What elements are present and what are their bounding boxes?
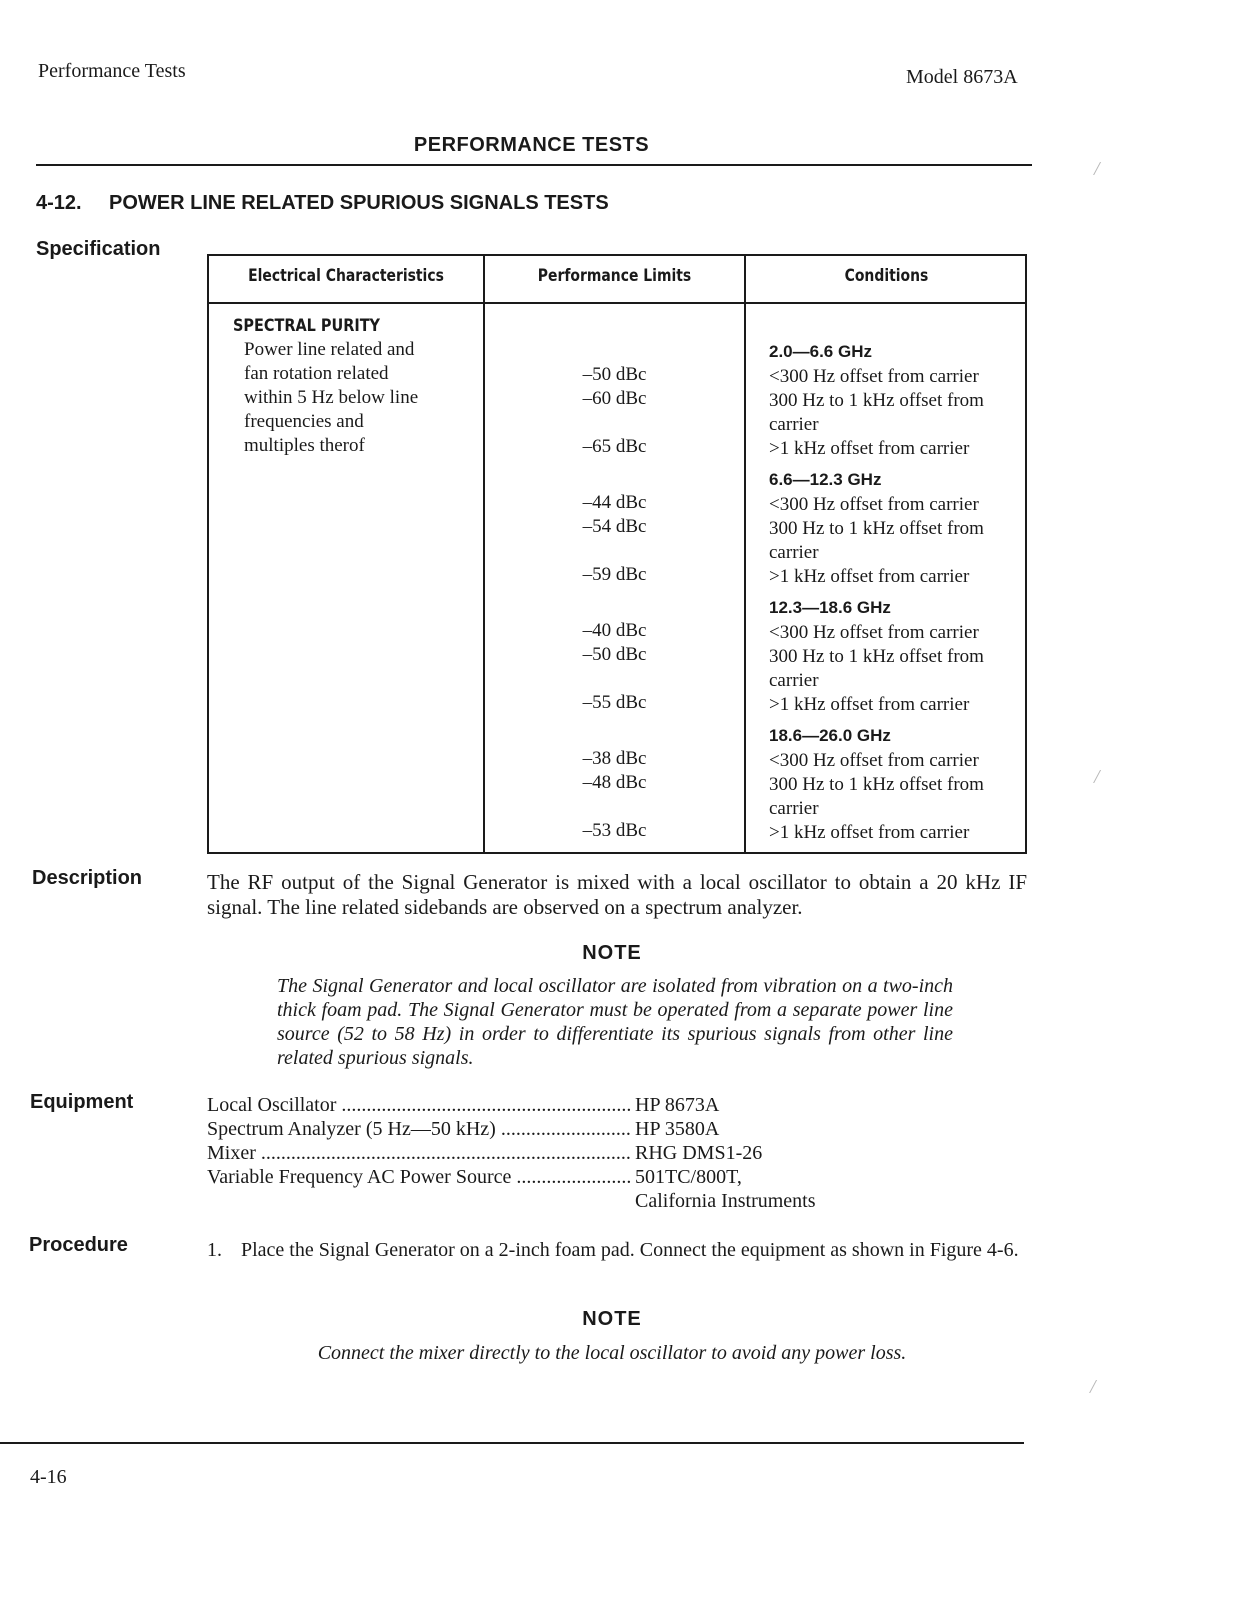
performance-limit: –40 dBc xyxy=(582,620,647,641)
condition-line: <300 Hz offset from carrier xyxy=(769,750,979,771)
page-number: 4-16 xyxy=(30,1466,67,1488)
condition-line: 300 Hz to 1 kHz offset from xyxy=(769,774,984,795)
performance-limit: –44 dBc xyxy=(582,492,647,513)
note-text: The Signal Generator and local oscillator are isolated from vibration on a two-inch thick foam pad. The Signal Generator must be operated from a separate power line source (52 to 58 Hz) in order to differentiate its spurious signals from other line related spurious signals. xyxy=(277,975,953,1069)
condition-line: <300 Hz offset from carrier xyxy=(769,366,979,387)
performance-limit: –60 dBc xyxy=(582,388,647,409)
margin-mark: / xyxy=(1094,158,1100,180)
condition-line: 300 Hz to 1 kHz offset from xyxy=(769,518,984,539)
equipment-item xyxy=(207,1117,927,1141)
table-header-rule xyxy=(209,302,1025,304)
performance-limit: –54 dBc xyxy=(582,516,647,537)
running-header-left: Performance Tests xyxy=(38,60,186,82)
characteristic-cell xyxy=(233,314,473,458)
equipment-name: Local Oscillator ..... xyxy=(207,1093,631,1117)
bottom-rule xyxy=(0,1442,1024,1444)
description-label: Description xyxy=(32,867,143,889)
condition-line: >1 kHz offset from carrier xyxy=(769,566,970,587)
header-electrical-characteristics: Electrical Characteristics xyxy=(248,266,444,286)
step-text: Place the Signal Generator on a 2-inch foam pad. Connect the equipment as shown in Figure 4-6. xyxy=(241,1239,1019,1261)
characteristic-line: fan rotation related xyxy=(244,363,389,384)
equipment-manufacturer: California Instruments xyxy=(635,1190,816,1212)
equipment-model: 501TC/800T, xyxy=(635,1166,742,1188)
characteristic-heading: SPECTRAL PURITY xyxy=(233,316,381,336)
condition-line: carrier xyxy=(769,670,819,691)
characteristic-line: Power line related and xyxy=(244,339,415,360)
equipment-item xyxy=(207,1141,927,1165)
performance-limit: –50 dBc xyxy=(582,364,647,385)
condition-line: carrier xyxy=(769,542,819,563)
running-header-right: Model 8673A xyxy=(906,66,1018,88)
header-conditions: Conditions xyxy=(844,266,929,286)
test-title-text: POWER LINE RELATED SPURIOUS SIGNALS TESTS xyxy=(109,192,609,214)
margin-mark: / xyxy=(1090,1376,1096,1398)
band-heading: 18.6—26.0 GHz xyxy=(769,726,891,745)
equipment-list xyxy=(207,1093,927,1213)
condition-line: >1 kHz offset from carrier xyxy=(769,822,970,843)
performance-limit: –65 dBc xyxy=(582,436,647,457)
condition-line: carrier xyxy=(769,414,819,435)
note-heading: NOTE xyxy=(582,1308,642,1330)
performance-limit: –48 dBc xyxy=(582,772,647,793)
performance-limit: –53 dBc xyxy=(582,820,647,841)
equipment-model: RHG DMS1-26 xyxy=(635,1142,763,1164)
step-number: 1. xyxy=(207,1239,222,1261)
equipment-model: HP 3580A xyxy=(635,1118,720,1140)
condition-line: >1 kHz offset from carrier xyxy=(769,438,970,459)
condition-line: <300 Hz offset from carrier xyxy=(769,494,979,515)
specification-label: Specification xyxy=(36,238,161,260)
table-divider xyxy=(744,256,746,852)
equipment-label: Equipment xyxy=(30,1091,134,1113)
condition-line: <300 Hz offset from carrier xyxy=(769,622,979,643)
performance-limit: –50 dBc xyxy=(582,644,647,665)
characteristic-line: frequencies and xyxy=(244,411,364,432)
equipment-name: Spectrum Analyzer (5 Hz—50 kHz) ..... xyxy=(207,1117,631,1141)
test-number: 4-12. xyxy=(36,192,82,214)
specification-table xyxy=(207,254,1027,854)
characteristic-line: multiples therof xyxy=(244,435,365,456)
section-title: PERFORMANCE TESTS xyxy=(413,134,650,156)
band-heading: 12.3—18.6 GHz xyxy=(769,598,891,617)
performance-limit: –59 dBc xyxy=(582,564,647,585)
condition-line: carrier xyxy=(769,798,819,819)
condition-line: >1 kHz offset from carrier xyxy=(769,694,970,715)
header-performance-limits: Performance Limits xyxy=(537,266,692,286)
performance-limit: –55 dBc xyxy=(582,692,647,713)
band-heading: 2.0—6.6 GHz xyxy=(769,342,872,361)
procedure-label: Procedure xyxy=(29,1234,128,1256)
characteristic-line: within 5 Hz below line xyxy=(244,387,419,408)
note-text: Connect the mixer directly to the local oscillator to avoid any power loss. xyxy=(317,1342,907,1364)
procedure-step xyxy=(207,1238,1027,1262)
top-rule xyxy=(36,164,1032,166)
band-heading: 6.6—12.3 GHz xyxy=(769,470,882,489)
equipment-name: Variable Frequency AC Power Source ..... xyxy=(207,1165,631,1189)
equipment-model: HP 8673A xyxy=(635,1094,720,1116)
note-heading: NOTE xyxy=(582,942,642,964)
description-text: The RF output of the Signal Generator is mixed with a local oscillator to obtain a 20 kHz IF signal. The line related sidebands are observed on a spectrum analyzer. xyxy=(207,870,1027,919)
equipment-name: Mixer ..... xyxy=(207,1141,631,1165)
equipment-item xyxy=(207,1165,927,1189)
test-title xyxy=(36,192,609,215)
margin-mark: / xyxy=(1094,766,1100,788)
equipment-item xyxy=(207,1093,927,1117)
condition-line: 300 Hz to 1 kHz offset from xyxy=(769,646,984,667)
condition-line: 300 Hz to 1 kHz offset from xyxy=(769,390,984,411)
performance-limit: –38 dBc xyxy=(582,748,647,769)
